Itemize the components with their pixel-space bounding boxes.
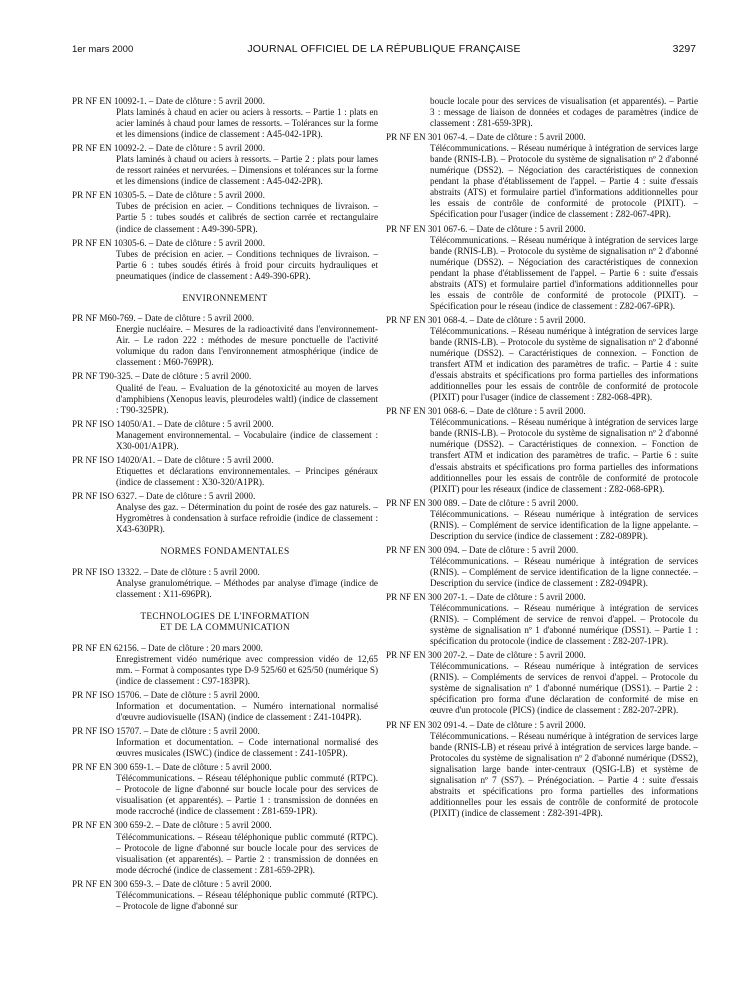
standard-entry — [72, 567, 378, 600]
header-date: 1er mars 2000 — [72, 44, 134, 55]
standard-reference: PR NF EN 301 067-4. – Date de clôture : 5 avril 2000. — [386, 132, 586, 143]
standard-description: Information et documentation. – Numéro international normalisé d'œuvre audiovisuelle (ISAN) (indice de classement : Z41-104PR). — [116, 701, 378, 723]
standard-reference: PR NF EN 300 659-2. – Date de clôture : 5 avril 2000. — [72, 820, 272, 831]
standard-reference: PR NF EN 301 068-6. – Date de clôture : 5 avril 2000. — [386, 406, 586, 417]
standard-reference: PR NF EN 300 207-1. – Date de clôture : 5 avril 2000. — [386, 592, 586, 603]
section-heading-line: NORMES FONDAMENTALES — [160, 547, 290, 558]
section-heading-line: TECHNOLOGIES DE L'INFORMATION — [140, 611, 310, 622]
section-heading — [72, 294, 378, 306]
standard-description: Enregistrement vidéo numérique avec compression vidéo de 12,65 mm. – Format à composantes type D-9 525/60 et 625/50 (numérique S) (indice de classement : C97-183PR). — [116, 653, 378, 686]
standard-description: Information et documentation. – Code international normalisé des œuvres musicales (ISWC) (indice de classement : Z41-105PR). — [116, 737, 378, 759]
standard-entry — [386, 720, 698, 819]
right-column — [386, 96, 698, 822]
standard-description: Télécommunications. – Réseau numérique à intégration de services large bande (RNIS-LB). – Protocole du système de signalisation nº 2 d'abonné numérique (DSS2). – Caractéristiques de connexion. – Fonction de transfert ATM et indication des paramètres de trafic. – Partie 4 : suite d'essais abstraits et spécifications pro forma partielles des informations additionnelles pour les essais de contrôle de conformité de protocole (PIXIT) pour l'usager (indice de classement : Z82-068-4PR). — [430, 325, 698, 403]
standard-description: Télécommunications. – Réseau numérique à intégration de services (RNIS). – Complément de service de renvoi d'appel. – Protocole du système de signalisation nº 1 d'abonné numérique (DSS1). – Partie 1 : spécification du protocole (indice de classement : Z82-207-1PR). — [430, 603, 698, 647]
standard-entry — [386, 545, 698, 589]
standard-description: Management environnemental. – Vocabulaire (indice de classement : X30-001/A1PR). — [116, 429, 378, 451]
standard-entry — [386, 224, 698, 312]
standard-entry — [386, 498, 698, 542]
standard-entry — [72, 491, 378, 535]
standard-description: Analyse des gaz. – Détermination du point de rosée des gaz naturels. – Hygromètres à condensation à surface refroidie (indice de classement : X43-630PR). — [116, 502, 378, 535]
standard-description: Qualité de l'eau. – Evaluation de la génotoxicité au moyen de larves d'amphibiens (Xenopus leavis, pleurodeles waltl) (indice de classement : T90-325PR). — [116, 382, 378, 415]
standard-reference: PR NF ISO 15707. – Date de clôture : 5 avril 2000. — [72, 726, 260, 737]
standard-description: Télécommunications. – Réseau téléphonique public commuté (RTPC). – Protocole de ligne d'abonné sur — [116, 889, 378, 911]
standard-entry — [72, 371, 378, 415]
standard-entry — [386, 96, 698, 129]
header-page-number: 3297 — [672, 43, 696, 55]
standard-description: Plats laminés à chaud en acier ou aciers à ressorts. – Partie 1 : plats en acier laminés à chaud pour lames de ressorts. – Tolérances sur la forme et les dimensions (indice de classement : A45-042-1PR). — [116, 107, 378, 140]
standard-reference: PR NF EN 10305-6. – Date de clôture : 5 avril 2000. — [72, 237, 265, 248]
standard-description: Télécommunications. – Réseau numérique à intégration de services large bande (RNIS-LB) et réseau privé à intégration de services large bande. – Protocoles du système de signalisation nº 2 d'abonné numérique (DSS2), signalisation large bande inter-centraux (QSIG-LB) et système de signalisation nº 7 (SS7). – Prénégociation. – Partie 4 : suite d'essais abstraits et spécifications pro forma partielles des informations additionnelles pour les essais de contrôle de conformité de protocole (PIXIT) (indice de classement : Z82-391-4PR). — [430, 730, 698, 818]
standard-reference: PR NF EN 10092-1. – Date de clôture : 5 avril 2000. — [72, 96, 265, 106]
standard-entry — [72, 643, 378, 687]
section-heading-line: ET DE LA COMMUNICATION — [159, 623, 291, 634]
standard-entry — [72, 238, 378, 282]
standard-reference: PR NF EN 301 068-4. – Date de clôture : 5 avril 2000. — [386, 314, 586, 325]
section-heading-line: ENVIRONNEMENT — [182, 293, 268, 304]
standard-reference: PR NF EN 300 207-2. – Date de clôture : 5 avril 2000. — [386, 650, 586, 661]
standard-description: Tubes de précision en acier. – Conditions techniques de livraison. – Partie 5 : tubes soudés et calibrés de section carrée et rectangulaire (indice de classement : A49-390-5PR). — [116, 201, 378, 234]
standard-entry — [72, 455, 378, 488]
standard-description: boucle locale pour des services de visualisation (et apparentés). – Partie 3 : message de liaison de données et codages de paramètres (indice de classement : Z81-659-3PR). — [430, 96, 698, 129]
standard-reference: PR NF EN 10092-2. – Date de clôture : 5 avril 2000. — [72, 143, 265, 154]
standard-reference: PR NF EN 300 659-1. – Date de clôture : 5 avril 2000. — [72, 762, 272, 773]
standard-entry — [386, 406, 698, 494]
standard-description: Télécommunications. – Réseau numérique à intégration de services (RNIS). – Compléments de services de renvoi d'appel. – Protocole du système de signalisation nº 1 d'abonné numérique (DSS1). – Partie 2 : spécification pro forma d'une déclaration de conformité de mise en œuvre d'un protocole (PICS) (indice de classement : Z82-207-2PR). — [430, 661, 698, 716]
standard-entry — [386, 650, 698, 716]
standard-description: Télécommunications. – Réseau téléphonique public commuté (RTPC). – Protocole de ligne d'abonné sur boucle locale pour des services de visualisation (et apparentés). – Partie 1 : transmission de données en mode raccroché (indice de classement : Z81-659-1PR). — [116, 773, 378, 817]
standard-reference: PR NF EN 300 089. – Date de clôture : 5 avril 2000. — [386, 497, 579, 508]
standard-reference: PR NF M60-769. – Date de clôture : 5 avril 2000. — [72, 313, 254, 324]
standard-entry — [72, 190, 378, 234]
standard-description: Télécommunications. – Réseau téléphonique public commuté (RTPC). – Protocole de ligne d'abonné sur boucle locale pour des services de visualisation (et apparentés). – Partie 2 : transmission de données en mode décroché (indice de classement : Z81-659-2PR). — [116, 831, 378, 875]
left-column — [72, 96, 378, 915]
standard-description: Télécommunications. – Réseau numérique à intégration de services large bande (RNIS-LB). – Protocole du système de signalisation nº 2 d'abonné numérique (DSS2). – Négociation des caractéristiques de connexion pendant la phase d'établissement de l'appel. – Partie 4 : suite d'essais abstraits (ATS) et formulaire partiel d'informations additionnelles pour les essais de contrôle de conformité de protocole (PIXIT). – Spécification pour l'usager (indice de classement : Z82-067-4PR). — [430, 143, 698, 220]
standard-reference: PR NF ISO 14050/A1. – Date de clôture : 5 avril 2000. — [72, 418, 274, 429]
page-header — [72, 42, 696, 58]
standard-description: Energie nucléaire. – Mesures de la radioactivité dans l'environnement-Air. – Le radon 222 : méthodes de mesure ponctuelle de l'activité volumique du radon dans l'environnement atmosphérique (indice de classement : M60-769PR). — [116, 324, 378, 368]
section-heading — [72, 547, 378, 559]
standard-entry — [72, 419, 378, 452]
standard-reference: PR NF ISO 14020/A1. – Date de clôture : 5 avril 2000. — [72, 454, 274, 465]
standard-entry — [72, 762, 378, 817]
standard-entry — [72, 96, 378, 140]
standard-entry — [386, 315, 698, 403]
standard-reference: PR NF EN 301 067-6. – Date de clôture : 5 avril 2000. — [386, 223, 586, 234]
standard-description: Télécommunications. – Réseau numérique à intégration de services large bande (RNIS-LB). – Protocole du système de signalisation nº 2 d'abonné numérique (DSS2). – Caractéristiques de connexion. – Fonction de transfert ATM et indication des paramètres de trafic. – Partie 6 : suite d'essais abstraits et spécifications pro forma partielles des informations additionnelles pour les essais de contrôle de conformité de protocole (PIXIT) pour les réseaux (indice de classement : Z82-068-6PR). — [430, 417, 698, 494]
standard-entry — [72, 820, 378, 875]
standard-entry — [72, 690, 378, 723]
standard-description: Etiquettes et déclarations environnementales. – Principes généraux (indice de classement : X30-320/A1PR). — [116, 465, 378, 487]
standard-description: Analyse granulométrique. – Méthodes par analyse d'image (indice de classement : X11-696PR). — [116, 577, 378, 599]
standard-reference: PR NF EN 300 659-3. – Date de clôture : 5 avril 2000. — [72, 878, 272, 889]
standard-description: Télécommunications. – Réseau numérique à intégration de services (RNIS). – Complément de service identification de la ligne connectée. – Description du service (indice de classement : Z82-094PR). — [430, 555, 698, 588]
standard-reference: PR NF EN 10305-5. – Date de clôture : 5 avril 2000. — [72, 190, 265, 201]
standard-entry — [72, 879, 378, 912]
standard-reference: PR NF ISO 13322. – Date de clôture : 5 avril 2000. — [72, 566, 260, 577]
standard-reference: PR NF EN 300 094. – Date de clôture : 5 avril 2000. — [386, 544, 579, 555]
standard-description: Plats laminés à chaud ou aciers à ressorts. – Partie 2 : plats pour lames de ressort rainées et nervurées. – Dimensions et tolérances sur la forme et les dimensions (indice de classement : A45-042-2PR). — [116, 154, 378, 187]
standard-entry — [72, 726, 378, 759]
standard-description: Tubes de précision en acier. – Conditions techniques de livraison. – Partie 6 : tubes soudés étirés à froid pour circuits hydrauliques et pneumatiques (indice de classement : A49-390-6PR). — [116, 248, 378, 281]
standard-reference: PR NF ISO 6327. – Date de clôture : 5 avril 2000. — [72, 490, 256, 501]
standard-description: Télécommunications. – Réseau numérique à intégration de services (RNIS). – Complément de service identification de la ligne appelante. – Description du service (indice de classement : Z82-089PR). — [430, 508, 698, 541]
standard-reference: PR NF EN 302 091-4. – Date de clôture : 5 avril 2000. — [386, 719, 586, 730]
standard-entry — [386, 592, 698, 647]
standard-entry — [386, 132, 698, 220]
standard-reference: PR NF ISO 15706. – Date de clôture : 5 avril 2000. — [72, 689, 260, 700]
header-journal-title: JOURNAL OFFICIEL DE LA RÉPUBLIQUE FRANÇAISE — [247, 43, 521, 55]
standard-description: Télécommunications. – Réseau numérique à intégration de services large bande (RNIS-LB). – Protocole du système de signalisation nº 2 d'abonné numérique (DSS2). – Négociation des caractéristiques de connexion pendant la phase d'établissement de l'appel. – Partie 6 : suite d'essais abstraits (ATS) et formulaire partiel d'informations additionnelles pour les essais de contrôle de conformité de protocole (PIXIT). – Spécification pour le réseau (indice de classement : Z82-067-6PR). — [430, 234, 698, 311]
standard-entry — [72, 143, 378, 187]
standard-reference: PR NF T90-325. – Date de clôture : 5 avril 2000. — [72, 371, 252, 382]
section-heading — [72, 612, 378, 635]
standard-reference: PR NF EN 62156. – Date de clôture : 20 mars 2000. — [72, 642, 263, 653]
standard-entry — [72, 313, 378, 368]
